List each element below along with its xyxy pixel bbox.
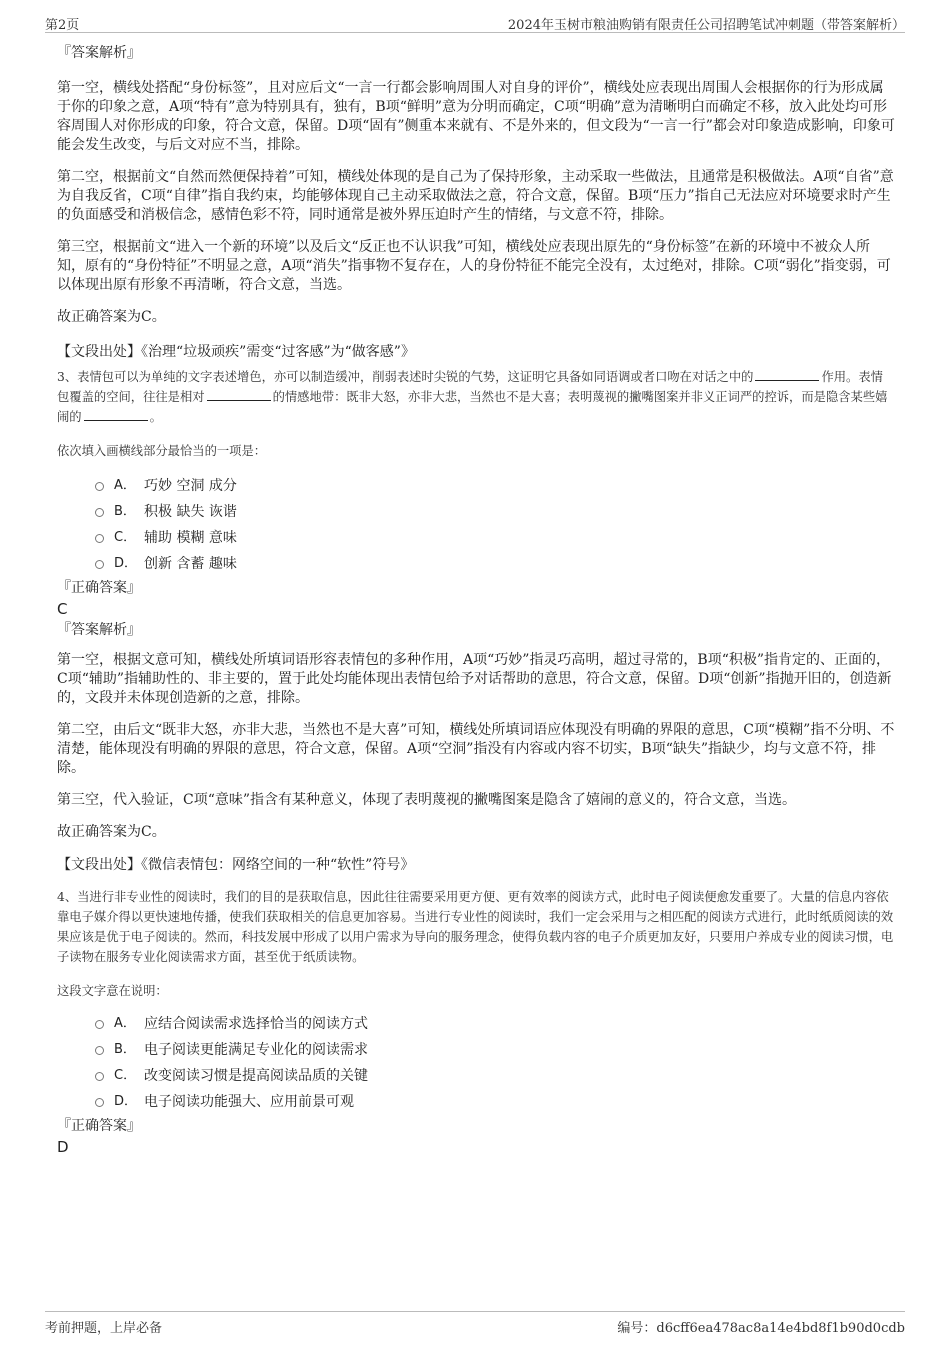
question-3-options: [95, 473, 895, 577]
answer-blank: [207, 388, 271, 401]
radio-icon[interactable]: [95, 1098, 104, 1107]
option-d[interactable]: D． 创新 含蓄 趣味: [95, 551, 895, 577]
question-3-prompt: 依次填入画横线部分最恰当的一项是：: [57, 444, 267, 458]
page-header: [45, 12, 905, 33]
option-c[interactable]: C． 改变阅读习惯是提高阅读品质的关键: [95, 1063, 895, 1089]
analysis-heading: 『答案解析』: [57, 622, 141, 638]
question-4-text: 4、当进行非专业性的阅读时，我们的目的是获取信息，因此往往需要采用更方便、更有效率的阅读方式，此时电子阅读便愈发重要了。大量的信息内容依靠电子媒介得以更快速地传播，使我们获取相关的信息更加容易。当进行专业性的阅读时，我们一定会采用与之相匹配的阅读方式进行，此时纸质阅读的效果应该是优于电子阅读的。然而，科技发展中形成了以用户需求为导向的服务理念，使得负载内容的电子介质更加友好，只要用户养成专业的阅读习惯，电子读物在服务专业化阅读需求方面，甚至优于纸质读物。: [57, 890, 894, 964]
answer-heading: 『正确答案』: [57, 1118, 141, 1134]
radio-icon[interactable]: [95, 508, 104, 517]
option-a[interactable]: A． 应结合阅读需求选择恰当的阅读方式: [95, 1011, 895, 1037]
option-b[interactable]: B． 积极 缺失 诙谐: [95, 499, 895, 525]
analysis-paragraph: 第二空，由后文“既非大怒，亦非大悲，当然也不是大喜”可知，横线处所填词语应体现没有明确的界限的意思，C项“模糊”指不分明、不清楚，能体现没有明确的界限的意思，符合文意，保留。A项“空洞”指没有内容或内容不切实，B项“缺失”指缺少，均与文意不符，排除。: [57, 722, 895, 776]
radio-icon[interactable]: [95, 1020, 104, 1029]
answer-blank: [84, 408, 148, 421]
correct-answer: D: [57, 1138, 69, 1156]
conclusion: 故正确答案为C。: [57, 824, 166, 840]
radio-icon[interactable]: [95, 1072, 104, 1081]
option-b[interactable]: B． 电子阅读更能满足专业化的阅读需求: [95, 1037, 895, 1063]
answer-heading: 『正确答案』: [57, 580, 141, 596]
analysis-paragraph: 第二空，根据前文“自然而然便保持着”可知，横线处体现的是自己为了保持形象，主动采取一些做法，且通常是积极做法。A项“自省”意为自我反省，C项“自律”指自我约束，均能够体现自己主动采取做法之意，符合文意，保留。B项“压力”指自己无法应对环境要求时产生的负面感受和消极信念，感情色彩不符，同时通常是被外界压迫时产生的情绪，与文意不符，排除。: [57, 169, 894, 223]
analysis-heading: 『答案解析』: [57, 45, 141, 61]
page-footer: [45, 1311, 905, 1336]
radio-icon[interactable]: [95, 482, 104, 491]
source-citation: 【文段出处】《治理“垃圾顽疾”需变“过客感”为“做客感”》: [57, 344, 415, 360]
analysis-paragraph: 第三空，根据前文“进入一个新的环境”以及后文“反正也不认识我”可知，横线处应表现出原先的“身份标签”在新的环境中不被众人所知，原有的“身份特征”不明显之意，A项“消失”指事物不复存在，人的身份特征不能完全没有，太过绝对，排除。C项“弱化”指变弱，可以体现出原有形象不再清晰，符合文意，当选。: [57, 239, 891, 293]
radio-icon[interactable]: [95, 1046, 104, 1055]
question-4-options: [95, 1011, 895, 1115]
footer-slogan: 考前押题，上岸必备: [45, 1321, 163, 1336]
correct-answer: C: [57, 600, 68, 618]
document-id: 编号：d6cff6ea478ac8a14e4bd8f1b90d0cdb: [617, 1321, 905, 1336]
question-4-prompt: 这段文字意在说明：: [57, 984, 168, 998]
question-3-text: 3、表情包可以为单纯的文字表述增色，亦可以制造缓冲，削弱表述时尖锐的气势，这证明它具备如同语调或者口吻在对话之中的 作用。表情包覆盖的空间，往往是相对 的情感地带：既非大怒，亦非大悲，当然也不是大喜；表明蔑视的撇嘴图案并非义正词严的控诉，而是隐含某些嬉闹的 。: [57, 370, 888, 424]
page-content: [57, 42, 895, 1157]
analysis-paragraph: 第一空，根据文意可知，横线处所填词语形容表情包的多种作用，A项“巧妙”指灵巧高明，超过寻常的，B项“积极”指肯定的、正面的，C项“辅助”指辅助性的、非主要的，置于此处均能体现出表情包给予对话帮助的意思，符合文意，保留。D项“创新”指抛开旧的，创造新的，文段并未体现创造新的之意，排除。: [57, 652, 892, 706]
conclusion: 故正确答案为C。: [57, 309, 166, 325]
answer-blank: [755, 368, 819, 381]
analysis-paragraph: 第三空，代入验证，C项“意味”指含有某种意义，体现了表明蔑视的撇嘴图案是隐含了嬉闹的意义的，符合文意，当选。: [57, 792, 797, 808]
radio-icon[interactable]: [95, 534, 104, 543]
source-citation: 【文段出处】《微信表情包：网络空间的一种“软性”符号》: [57, 857, 415, 873]
option-d[interactable]: D． 电子阅读功能强大、应用前景可观: [95, 1089, 895, 1115]
analysis-paragraph: 第一空，横线处搭配“身份标签”，且对应后文“一言一行都会影响周围人对自身的评价”，横线处应表现出周围人会根据你的行为形成属于你的印象之意，A项“特有”意为特别具有，独有，B项“鲜明”意为分明而确定，C项“明确”意为清晰明白而确定不移，放入此处均可形容周围人对你形成的印象，符合文意，保留。D项“固有”侧重本来就有、不是外来的，但文段为“一言一行”都会对印象造成影响，印象可能会发生改变，与后文对应不当，排除。: [57, 80, 895, 153]
document-title: 2024年玉树市粮油购销有限责任公司招聘笔试冲刺题（带答案解析）: [507, 18, 905, 33]
option-a[interactable]: A． 巧妙 空洞 成分: [95, 473, 895, 499]
page-number: 第2页: [45, 18, 80, 33]
radio-icon[interactable]: [95, 560, 104, 569]
option-c[interactable]: C． 辅助 模糊 意味: [95, 525, 895, 551]
